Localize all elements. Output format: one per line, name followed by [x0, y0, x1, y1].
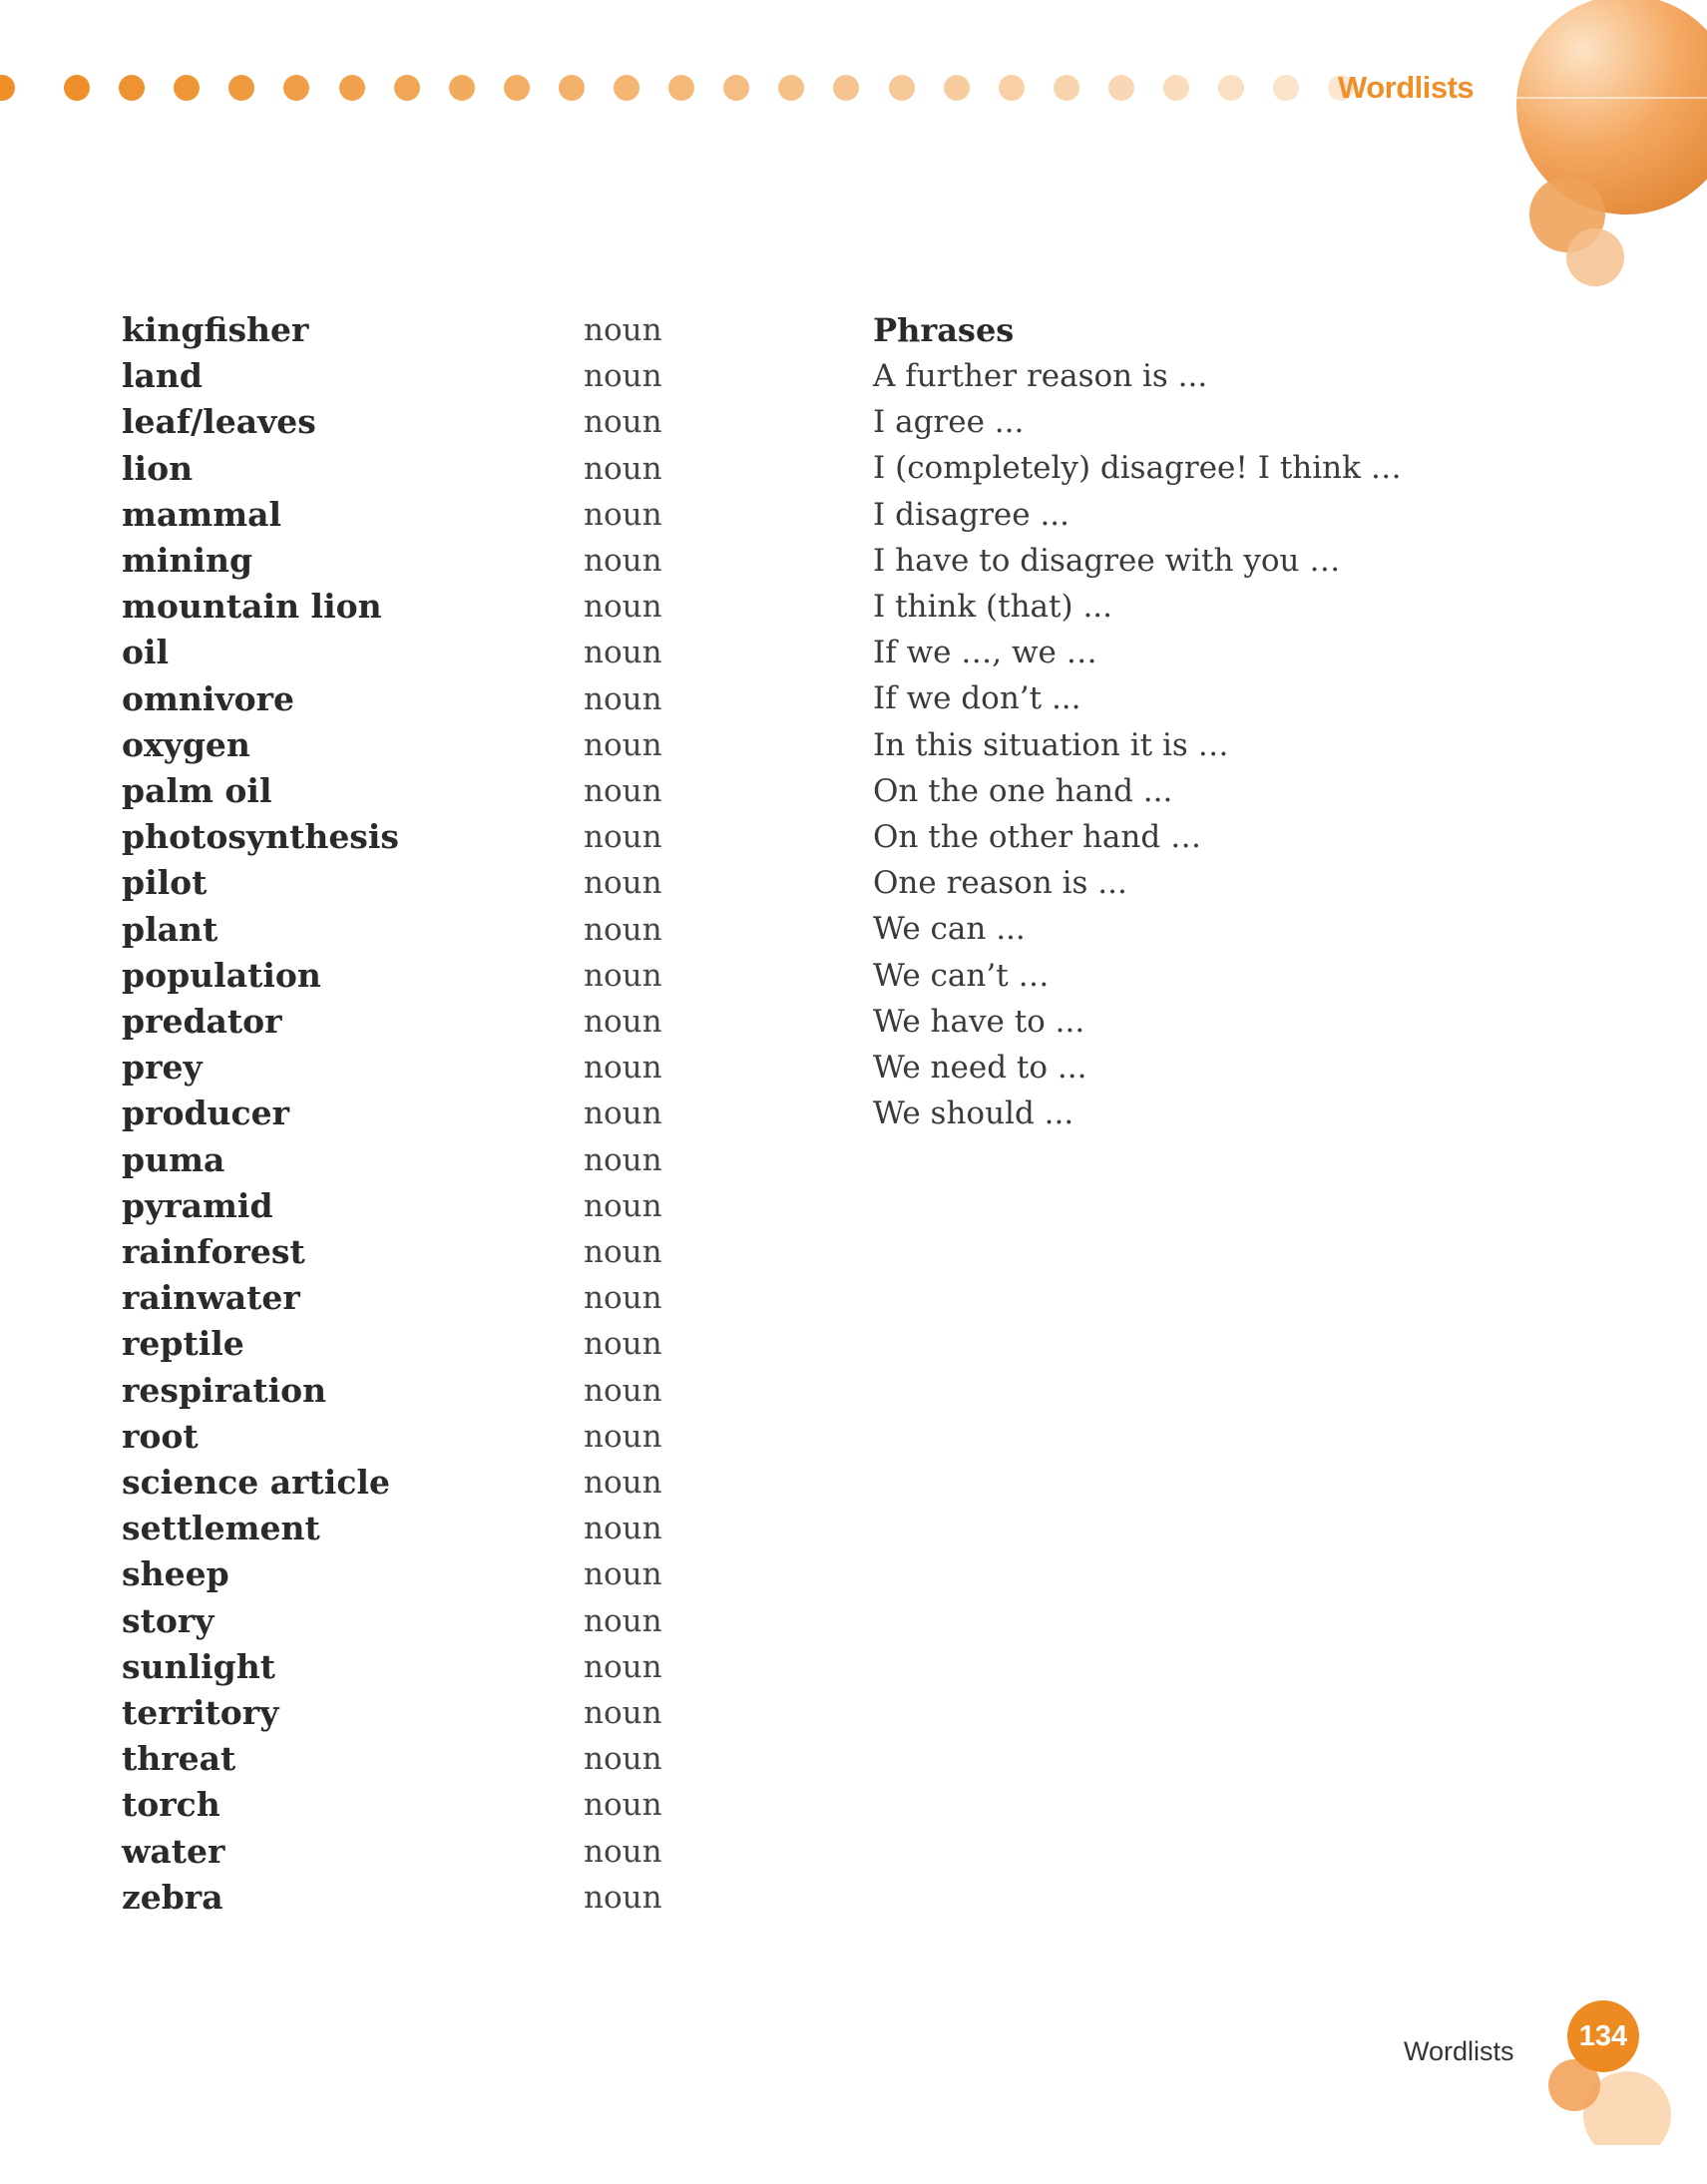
phrase-item: I think (that) ... [873, 589, 1113, 625]
phrase-item: I agree ... [873, 404, 1025, 440]
phrase-item: We can’t … [873, 958, 1050, 994]
wordlist-word: respiration [122, 1371, 327, 1410]
wordlist-part-of-speech: noun [584, 1373, 662, 1409]
page-number: 134 [1578, 2020, 1628, 2052]
wordlist-word: oil [122, 633, 170, 671]
wordlist-part-of-speech: noun [584, 819, 662, 855]
large-orange-circle [1516, 0, 1707, 215]
wordlist-word: prey [122, 1048, 203, 1087]
wordlist-part-of-speech: noun [584, 312, 662, 348]
phrase-item: One reason is ... [873, 865, 1127, 901]
phrase-item: A further reason is ... [873, 358, 1208, 394]
header-dot [1163, 75, 1189, 101]
wordlist-word: torch [122, 1785, 220, 1824]
header-dot [1273, 75, 1299, 101]
header-dot [64, 75, 90, 101]
wordlist-word: story [122, 1601, 214, 1640]
phrase-item: I have to disagree with you … [873, 543, 1341, 579]
wordlist-word: territory [122, 1693, 279, 1732]
wordlist-part-of-speech: noun [584, 1188, 662, 1224]
header-dot [228, 75, 254, 101]
phrase-item: I (completely) disagree! I think … [873, 450, 1402, 486]
wordlist-part-of-speech: noun [584, 1142, 662, 1178]
wordlist-word: pilot [122, 863, 208, 902]
wordlist-part-of-speech: noun [584, 1787, 662, 1823]
wordlist-word: pyramid [122, 1186, 273, 1225]
wordlist-part-of-speech: noun [584, 404, 662, 440]
wordlist-word: settlement [122, 1509, 320, 1547]
wordlist-part-of-speech: noun [584, 912, 662, 948]
wordlist-part-of-speech: noun [584, 1556, 662, 1592]
phrase-item: If we don’t ... [873, 680, 1081, 716]
header-dot [119, 75, 145, 101]
phrase-item: We should ... [873, 1095, 1074, 1131]
wordlist-word: sheep [122, 1554, 229, 1593]
wordlist-word: threat [122, 1739, 236, 1778]
phrase-item: If we …, we … [873, 635, 1097, 670]
header-dot [1054, 75, 1079, 101]
header-dot [723, 75, 749, 101]
phrase-item: I disagree ... [873, 497, 1070, 533]
wordlist-word: lion [122, 449, 194, 488]
header-dot [0, 75, 15, 101]
wordlist-part-of-speech: noun [584, 1419, 662, 1455]
wordlist-part-of-speech: noun [584, 1649, 662, 1685]
wordlist-part-of-speech: noun [584, 1004, 662, 1040]
header-dot [1218, 75, 1244, 101]
wordlist-word: producer [122, 1093, 290, 1132]
wordlist-part-of-speech: noun [584, 589, 662, 625]
phrase-item: We need to ... [873, 1050, 1087, 1086]
wordlist-word: omnivore [122, 679, 295, 718]
header-dot [1108, 75, 1134, 101]
header-dot [833, 75, 859, 101]
wordlist-part-of-speech: noun [584, 1511, 662, 1546]
header-dot [174, 75, 200, 101]
phrase-item: We can ... [873, 911, 1026, 947]
wordlist-word: land [122, 356, 203, 395]
header-dot [504, 75, 530, 101]
wordlist-part-of-speech: noun [584, 681, 662, 717]
header-section-label: Wordlists [1338, 70, 1475, 105]
wordlist-word: mountain lion [122, 587, 382, 626]
header-dot [778, 75, 804, 101]
wordlist-word: plant [122, 910, 218, 949]
wordlist-word: mining [122, 541, 253, 580]
wordlist-word: rainforest [122, 1232, 305, 1271]
wordlist-word: reptile [122, 1324, 244, 1363]
small-orange-circle [1566, 228, 1624, 286]
wordlist-word: predator [122, 1002, 282, 1041]
wordlist-part-of-speech: noun [584, 1880, 662, 1916]
wordlist-word: science article [122, 1463, 390, 1502]
header-dot [889, 75, 915, 101]
phrases-heading: Phrases [873, 311, 1015, 349]
wordlist-word: water [122, 1832, 225, 1871]
phrase-item: On the one hand ... [873, 773, 1173, 809]
footer-label: Wordlists [1404, 2036, 1514, 2066]
header-dot [394, 75, 420, 101]
wordlist-part-of-speech: noun [584, 1095, 662, 1131]
wordlist-part-of-speech: noun [584, 1326, 662, 1362]
wordlist-part-of-speech: noun [584, 865, 662, 901]
phrase-item: On the other hand … [873, 819, 1202, 855]
corner-circles-decoration [1477, 0, 1707, 299]
wordlist-part-of-speech: noun [584, 958, 662, 994]
wordlist-word: sunlight [122, 1647, 275, 1686]
phrase-item: We have to ... [873, 1004, 1085, 1040]
header-dot [944, 75, 970, 101]
wordlist-part-of-speech: noun [584, 1465, 662, 1501]
wordlist-word: oxygen [122, 725, 250, 764]
wordlist-part-of-speech: noun [584, 727, 662, 763]
wordlist-word: rainwater [122, 1278, 300, 1317]
wordlist-part-of-speech: noun [584, 1234, 662, 1270]
wordlist-part-of-speech: noun [584, 1603, 662, 1639]
wordlist-part-of-speech: noun [584, 635, 662, 670]
wordlist-word: population [122, 956, 321, 995]
wordlist-word: palm oil [122, 771, 272, 810]
wordlist-word: root [122, 1417, 199, 1456]
wordlist-part-of-speech: noun [584, 1695, 662, 1731]
wordlist-word: zebra [122, 1878, 223, 1917]
wordlist-word: photosynthesis [122, 817, 400, 856]
wordlist-word: puma [122, 1140, 225, 1179]
wordlist-part-of-speech: noun [584, 1280, 662, 1316]
wordlist-part-of-speech: noun [584, 497, 662, 533]
header-dot [559, 75, 585, 101]
header-dot [668, 75, 694, 101]
wordlist-word: kingfisher [122, 310, 309, 349]
wordlist-part-of-speech: noun [584, 543, 662, 579]
header-dot [449, 75, 475, 101]
wordlist-word: mammal [122, 495, 282, 534]
phrase-item: In this situation it is … [873, 727, 1229, 763]
header-dot [614, 75, 640, 101]
wordlist-part-of-speech: noun [584, 1050, 662, 1086]
header-dot [999, 75, 1025, 101]
wordlist-part-of-speech: noun [584, 358, 662, 394]
wordlist-part-of-speech: noun [584, 451, 662, 487]
wordlist-part-of-speech: noun [584, 773, 662, 809]
header-dot [283, 75, 309, 101]
header-dot [339, 75, 365, 101]
wordlist-part-of-speech: noun [584, 1741, 662, 1777]
wordlist-word: leaf/leaves [122, 402, 316, 441]
wordlist-part-of-speech: noun [584, 1834, 662, 1870]
